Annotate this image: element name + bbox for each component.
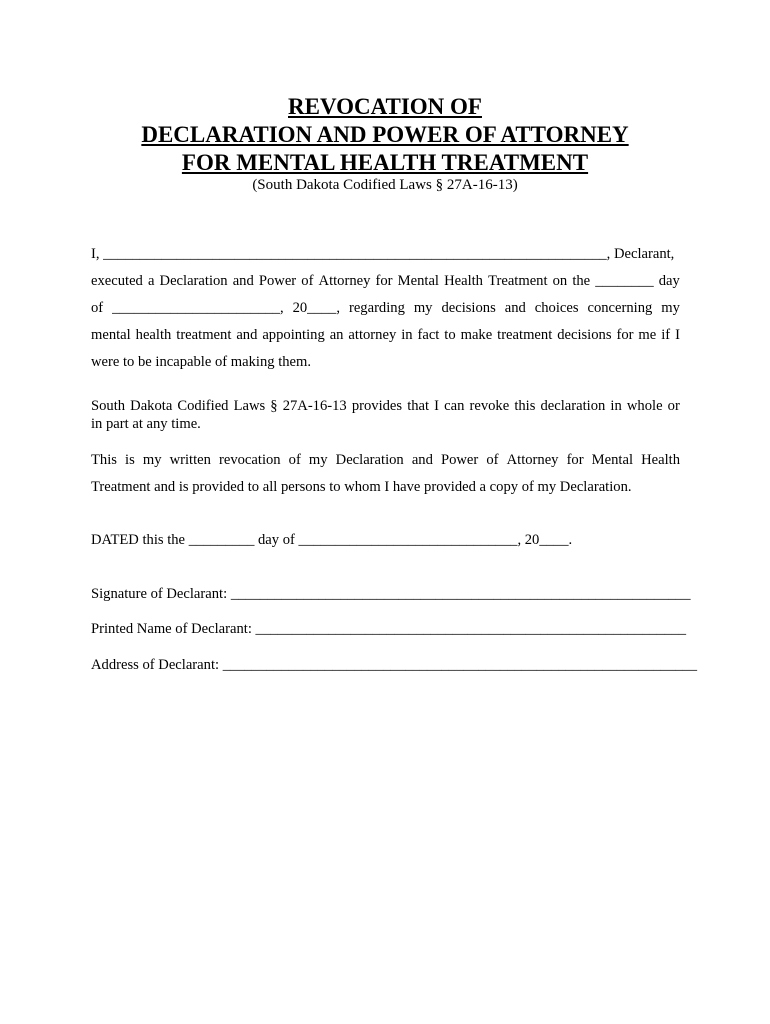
word: Codified bbox=[177, 398, 229, 414]
word: mental bbox=[91, 327, 131, 343]
address-label: Address of Declarant: bbox=[91, 657, 220, 673]
declarant-prefix: I, bbox=[91, 246, 100, 262]
word: concerning bbox=[587, 300, 653, 316]
word: decisions bbox=[557, 327, 612, 343]
word: Attorney bbox=[506, 452, 559, 468]
word: for bbox=[566, 452, 584, 468]
word: my bbox=[142, 452, 162, 468]
word: and bbox=[236, 327, 258, 343]
word: is bbox=[125, 452, 135, 468]
word: Mental bbox=[397, 273, 439, 289]
word: Laws bbox=[233, 398, 266, 414]
signature-row bbox=[91, 585, 691, 603]
word: This bbox=[91, 452, 117, 468]
word: in bbox=[610, 398, 622, 414]
word: appointing bbox=[262, 327, 325, 343]
title-line-3: FOR MENTAL HEALTH TREATMENT bbox=[181, 150, 589, 175]
word: or bbox=[667, 398, 680, 414]
word: Health bbox=[641, 452, 680, 468]
word: declaration bbox=[540, 398, 606, 414]
paragraph-3-line-1 bbox=[91, 451, 680, 469]
word: my bbox=[308, 452, 328, 468]
word: Declaration bbox=[159, 273, 228, 289]
word: and bbox=[411, 452, 433, 468]
word: my bbox=[661, 300, 680, 316]
title-line-2: DECLARATION AND POWER OF ATTORNEY bbox=[141, 122, 629, 147]
word: 27A-16-13 bbox=[282, 398, 347, 414]
printed-name-blank[interactable]: ___________________________________________________________ bbox=[255, 621, 687, 637]
word: this bbox=[514, 398, 536, 414]
word: that bbox=[407, 398, 430, 414]
word: revoke bbox=[469, 398, 510, 414]
dated-line[interactable]: DATED this the _________ day of ______________________________, 20____. bbox=[91, 532, 573, 548]
word: Mental bbox=[591, 452, 634, 468]
word: can bbox=[444, 398, 465, 414]
word: on bbox=[552, 273, 568, 289]
paragraph-2-line-2: in part at any time. bbox=[91, 416, 201, 432]
word: an bbox=[329, 327, 344, 343]
paragraph-1-line-5: were to be incapable of making them. bbox=[91, 354, 312, 370]
word[interactable]: _______________________, bbox=[112, 300, 284, 316]
signature-blank[interactable]: _______________________________________________________________ bbox=[230, 586, 691, 602]
word: whole bbox=[626, 398, 663, 414]
word: regarding bbox=[348, 300, 405, 316]
word: South bbox=[91, 398, 126, 414]
address-blank[interactable]: _________________________________________________________________ bbox=[222, 657, 698, 673]
word[interactable]: ________ bbox=[595, 273, 654, 289]
word: treatment bbox=[497, 327, 553, 343]
word: revocation bbox=[219, 452, 281, 468]
word: Power bbox=[440, 452, 479, 468]
word: of bbox=[301, 273, 314, 289]
word: Power bbox=[258, 273, 297, 289]
word: of bbox=[486, 452, 499, 468]
word: written bbox=[169, 452, 211, 468]
declarant-name-blank[interactable]: _____________________________________________________________________ bbox=[103, 246, 607, 262]
word: health bbox=[135, 327, 172, 343]
word: treatment bbox=[176, 327, 232, 343]
paragraph-1-line-2 bbox=[91, 272, 680, 290]
word: of bbox=[288, 452, 301, 468]
word: choices bbox=[534, 300, 579, 316]
paragraph-3-line-2: Treatment and is provided to all persons to whom I have provided a copy of my Declaration. bbox=[91, 479, 632, 495]
word: decisions bbox=[441, 300, 496, 316]
word: for bbox=[375, 273, 393, 289]
word[interactable]: 20____, bbox=[292, 300, 340, 316]
printed-name-label: Printed Name of Declarant: bbox=[91, 621, 252, 637]
word: in bbox=[401, 327, 413, 343]
word: day bbox=[658, 273, 680, 289]
word: Health bbox=[444, 273, 483, 289]
title-line-1: REVOCATION OF bbox=[288, 94, 482, 119]
word: make bbox=[460, 327, 493, 343]
signature-label: Signature of Declarant: bbox=[91, 586, 228, 602]
word: provides bbox=[351, 398, 403, 414]
word: me bbox=[638, 327, 657, 343]
word: of bbox=[91, 300, 104, 316]
paragraph-2-line-1 bbox=[91, 397, 680, 415]
printed-name-row bbox=[91, 620, 687, 638]
paragraph-1-line-4 bbox=[91, 326, 680, 344]
word: executed bbox=[91, 273, 143, 289]
word: Attorney bbox=[318, 273, 371, 289]
declarant-name-line bbox=[91, 245, 680, 263]
statute-citation: (South Dakota Codified Laws § 27A-16-13) bbox=[252, 177, 518, 193]
declarant-suffix: , Declarant, bbox=[606, 246, 675, 262]
word: § bbox=[270, 398, 278, 414]
word: if bbox=[661, 327, 671, 343]
word: Declaration bbox=[335, 452, 404, 468]
word: Treatment bbox=[488, 273, 548, 289]
word: fact bbox=[417, 327, 440, 343]
address-row bbox=[91, 656, 698, 674]
word: Dakota bbox=[130, 398, 173, 414]
word: to bbox=[444, 327, 456, 343]
word: attorney bbox=[348, 327, 397, 343]
word: a bbox=[147, 273, 155, 289]
word: the bbox=[572, 273, 591, 289]
paragraph-1-line-3 bbox=[91, 299, 680, 317]
word: and bbox=[232, 273, 254, 289]
word: I bbox=[434, 398, 440, 414]
word: and bbox=[504, 300, 526, 316]
word: I bbox=[675, 327, 680, 343]
word: for bbox=[616, 327, 634, 343]
word: my bbox=[413, 300, 433, 316]
